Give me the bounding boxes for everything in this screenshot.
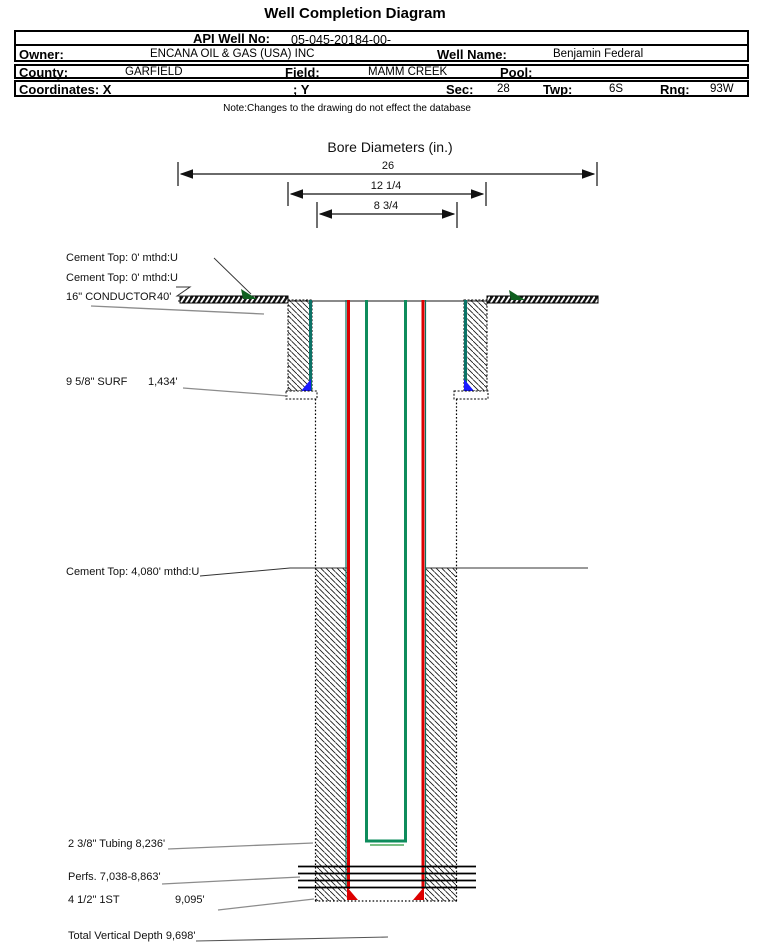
bore-diameters-title: Bore Diameters (in.): [327, 139, 453, 155]
database-note: Note:Changes to the drawing do not effect the database: [223, 103, 471, 114]
field-value: MAMM CREEK: [368, 66, 448, 78]
bore-dim-12-1-4-label: 12 1/4: [370, 180, 402, 192]
production-cement-left: [316, 568, 347, 901]
sec-value: 28: [497, 83, 510, 95]
surface-casing-right: [464, 300, 467, 392]
twp-label: Twp:: [543, 81, 573, 97]
perfs-leader: [162, 877, 300, 884]
bore-dim-26-label: 26: [381, 160, 395, 172]
conductor-leader: [91, 306, 264, 314]
county-label: County:: [19, 64, 69, 80]
surface-shoe-foot-right: [454, 391, 488, 399]
rng-value: 93W: [710, 83, 734, 95]
cement-top-arrow-right: [509, 290, 525, 300]
production-shoe-right: [413, 887, 424, 900]
production-casing-label: 4 1/2" 1ST: [68, 894, 120, 906]
county-value: GARFIELD: [125, 66, 183, 78]
owner-label: Owner:: [19, 46, 64, 62]
surface-casing-leader: [183, 388, 288, 396]
cement-top-0-label-2: Cement Top: 0' mthd:U: [66, 272, 178, 284]
conductor-depth: 40': [157, 291, 172, 303]
well-name-label: Well Name:: [437, 46, 507, 62]
surface-casing-label: 9 5/8" SURF: [66, 376, 128, 388]
bore-dim-8-3-4-label: 8 3/4: [373, 200, 399, 212]
tvd-label: Total Vertical Depth 9,698': [68, 930, 196, 942]
production-shoe-left: [347, 887, 358, 900]
conductor-band-left: [180, 296, 288, 303]
tubing-leader: [168, 843, 313, 849]
page-title: Well Completion Diagram: [264, 5, 446, 22]
surface-shoe-foot-left: [286, 391, 317, 399]
api-well-no-value: 05-045-20184-00-: [291, 32, 392, 47]
well-name-value: Benjamin Federal: [553, 48, 644, 60]
cement-top-0-label-1: Cement Top: 0' mthd:U: [66, 252, 178, 264]
tvd-leader: [196, 937, 388, 941]
conductor-label: 16" CONDUCTOR: [66, 291, 157, 303]
cement-top-4080-leader: [200, 568, 316, 576]
bore-dim-8-3-4: [317, 200, 457, 228]
surface-cement-left: [288, 300, 312, 391]
surface-casing-depth: 1,434': [148, 376, 178, 388]
tubing-label: 2 3/8" Tubing 8,236': [68, 838, 166, 850]
pool-label: Pool:: [500, 64, 533, 80]
sec-label: Sec:: [446, 81, 474, 97]
surface-casing-left: [309, 300, 312, 392]
rng-label: Rng:: [660, 81, 690, 97]
field-label: Field:: [285, 64, 320, 80]
conductor-band-right: [487, 296, 598, 303]
production-cement-right: [425, 568, 456, 901]
production-casing-leader: [218, 899, 314, 910]
coordinates-y-label: ; Y: [293, 81, 310, 97]
api-well-no-label: API Well No:: [192, 31, 270, 46]
surface-cement-right: [464, 300, 487, 391]
twp-value: 6S: [609, 83, 624, 95]
cement-top-4080-label: Cement Top: 4,080' mthd:U: [66, 566, 200, 578]
cement-top-leader-2-zigzag: [176, 287, 191, 296]
coordinates-label: Coordinates: X: [19, 81, 112, 97]
cement-top-leader-1: [214, 258, 251, 294]
production-casing-depth: 9,095': [175, 894, 205, 906]
owner-value: ENCANA OIL & GAS (USA) INC: [150, 48, 315, 60]
perfs-label: Perfs. 7,038-8,863': [68, 871, 161, 883]
